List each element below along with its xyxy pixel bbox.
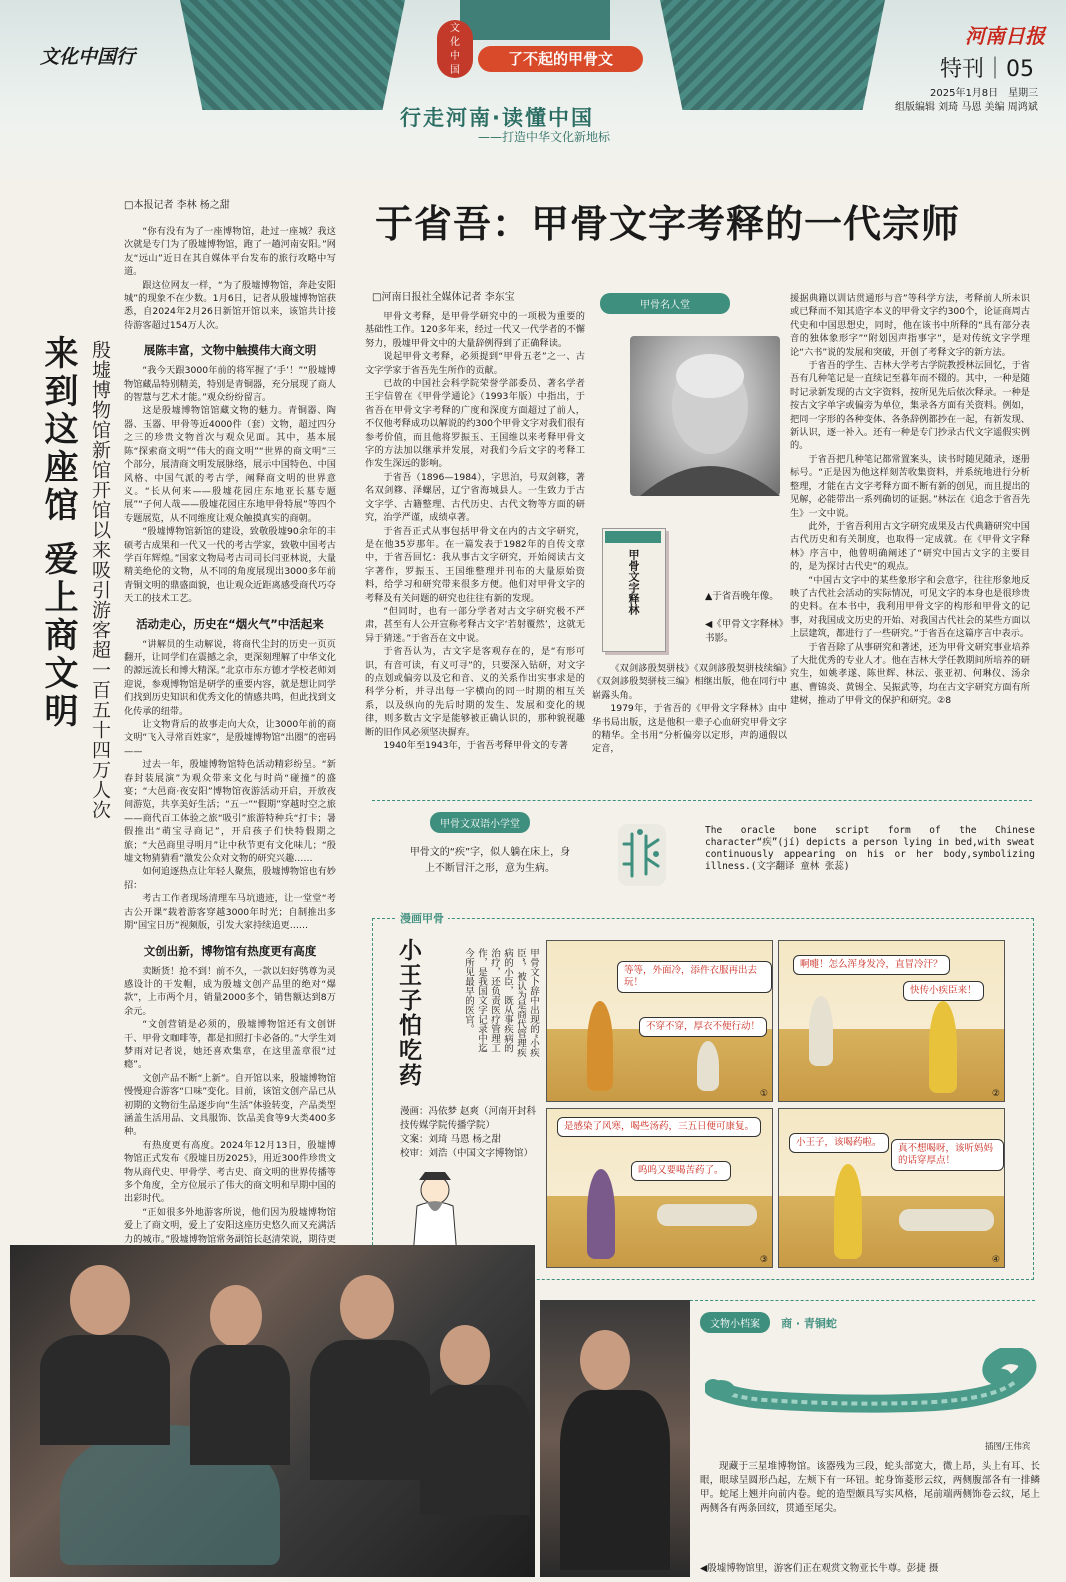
tag-label: 甲骨名人堂 [600, 293, 730, 314]
paragraph: “讲解员的生动解说，将商代尘封的历史一页页翻开，让同学们在震撼之余，更深刻理解了中华文化的源远流长和博大精深。”北京市东方德才学校老师刘迎说，参观博物馆是研学的重要内容，就是想让同学们找到历史知识和优秀文化的情感共鸣，但此找到文化传承的纽带。 [124, 638, 336, 717]
photo-caption: ◀殷墟博物馆里，游客们正在观赏文物亚长牛尊。彭捷 摄 [700, 1563, 939, 1574]
relic-tag [700, 1312, 837, 1333]
comic-panel-4 [778, 1108, 1005, 1268]
prince-figure [809, 996, 833, 1066]
panel-number: ① [759, 1089, 768, 1099]
paragraph: 于省吾（1896—1984），字思泊，号双剑簃，著名双剑簃、泽螺居，辽宁省海城县人。一生致力于古文字学、古籍整理、古代历史、古代文物等方面的研究，治学严谨，成绩卓著。 [365, 471, 585, 524]
tag-label: 文物小档案 [700, 1312, 770, 1333]
section-heading: 文创出新，博物馆有热度更有高度 [143, 943, 317, 958]
section-heading: 展陈丰富，文物中触摸伟大商文明 [143, 343, 317, 358]
seal-logo: 文 化 中 国 [437, 20, 473, 78]
visitor-body [190, 1345, 290, 1465]
photo-caption-portrait: ▲于省吾晚年像。 [705, 591, 779, 602]
slogan-sub: ——打造中华文化新地标 [478, 130, 611, 144]
main-headline: 于省吾：甲骨文字考释的一代宗师 [375, 201, 961, 246]
paragraph: 于省吾正式从事包括甲骨文在内的古文字研究，是在他35岁那年。在一篇发表于1982年的自传文章中，于省吾回忆：我从事古文字研究，开始阅读古文字著作，罗振玉、王国维整理并刊布的大量原始资料，给学习和研究带来很多方便。他们对甲骨文字的考释及有关问题的研究也往往有新的发现。 [365, 525, 585, 604]
relic-description: 现藏于三星堆博物馆。该器残为三段，蛇头部宽大，微上昂，头上有耳、长眼，眼球呈圆形凸起，左颊下有一环钮。蛇身饰菱形云纹，两侧腹部各有一排鳞甲。蛇尾上翘并向前内卷。蛇的造型颇具写实风格，尾前端两侧饰卷云纹，尾上两侧各有两条回纹，贯通至尾尖。 [700, 1461, 1040, 1514]
paragraph: 这是殷墟博物馆馆藏文物的魅力。青铜器、陶器、玉器、甲骨等近4000件（套）文物，超过四分之三的珍贵文物首次与观众见面。其中，基本展陈“探索商文明”“伟大的商文明”“世界的商文明”三个部分，展清商文明发展脉络，展示中国特色、中国风格、中国气派的考古学，阐释商文明的世界意义。“长从何来——殷墟花园庄东地亚长墓专题展”“子何人哉——殷墟花园庄东地甲骨特展”等四个专题展览，从不同维度让观众触摸真实的商朝。 [124, 405, 336, 524]
paragraph: 于省吾认为，古文字是客观存在的，是“有形可识，有音可读，有义可寻”的，只要深入钻研，对文字的点划或偏旁以及它和音、义的关系作出实事求是的科学分析，并寻出每一字横向的同一时期的相互关系，以及纵向的先后时期的发生、发展和变化的规律，则多数古文字是能够被正确认识的，那种貌视趣断的旧作风必须坚决摒弃。 [365, 646, 585, 738]
visitor-body [420, 1385, 530, 1515]
main-article-col2 [592, 662, 787, 756]
queen-figure [587, 1001, 613, 1091]
left-article-title: 来到这座馆 爱上商文明 [38, 335, 78, 731]
paragraph: “文创营销是必须的，殷墟博物馆还有文创饼干、甲骨文咖啡等，都是扣照打卡必备的。”大学生刘梦雨对记者说，她还喜欢集章，在这里盖章很“过瘾”。 [124, 1019, 336, 1071]
speech-bubble: 真不想喝呀，该听妈妈的话穿厚点！ [891, 1139, 1004, 1171]
paragraph: 如何追逐热点让年轻人聚焦，殷墟博物馆也有妙招： [124, 866, 336, 891]
oracle-bone-ji-icon [612, 818, 672, 890]
page-label: 特刊｜05 [940, 57, 1034, 82]
credit-line: 校审：刘浩（中国文字博物馆） [400, 1148, 534, 1159]
physician-figure [587, 1169, 615, 1259]
paragraph: 过去一年，殷墟博物馆特色活动精彩纷呈。“新春封装展演”为观众带来文化与时尚“碰撞”的盛宴；“大邑商·夜安阳”博物馆夜游活动开启，开放夜间游览，共享美好生活；“五一”“假期”穿越时空之旅——商代百工体验之旅“吸引”旅游特种兵“打卡；暑假推出“萌宝寻商记”，开启孩子们快特假期之旅；“大邑商里寻明月”让中秋节更有文化味儿；“殷墟文物猜猜看”激发公众对文物的研究兴趣…… [124, 759, 336, 865]
speech-bubble: 呜呜又要喝苦药了。 [631, 1161, 731, 1181]
paragraph: 援据典籍以训诂贯通形与音”等科学方法，考释前人所未识或已释而不知其造字本义的甲骨文字约300个，论证商周古代史和中国思想史，同时，他在该书中所释的“具有部分表音的独体象形字”“附划因声指事字”，是对传统文字学理论“六书”说的发展和突破，开创了考释文字的新方法。 [790, 293, 1030, 358]
paragraph: 此外，于省吾利用古文字研究成果及古代典籍研究中国古代历史和有关制度，也取得一定成就。在《甲骨文字释林》序言中，他曾明确阐述了“研究中国古文字的主要目的，是为探讨古代史”的观点。 [790, 520, 1030, 573]
comic-title: 小王子怕吃药 [395, 938, 422, 1088]
speech-bubble: 小王子，该喝药啦。 [789, 1133, 889, 1153]
main-byline: □河南日报社全媒体记者 李东宝 [372, 292, 515, 303]
photo-caption-book: ◀《甲骨文字释林》书影。 [705, 619, 784, 644]
paragraph: 《双剑誃殷契骈枝》《双剑誃殷契骈枝续编》《双剑誃殷契骈枝三编》相继出版，他在同行中崭露头角。 [592, 663, 787, 701]
queen-figure [929, 1001, 957, 1093]
speech-bubble: 是感染了风寒，喝些汤药，三五日便可康复。 [557, 1117, 761, 1137]
paragraph: 于省吾的学生、吉林大学考古学院教授林沄回忆，于省吾有几种笔记是一直续记至暮年而不辍的。其中，一种是随时记录新发现的古文字资料，按所见先后依次释录。一种是按古文字单字或偏旁为单位，集录各方面有关资料。例如，把同一字形的各种变体、各条辞例都抄在一起，有新发现、新认识，逐一补入。还有一种是专门抄录古代文字遥假实例的。 [790, 360, 1030, 452]
comic-intro: 甲骨文卜辞中出现的“小疾臣”，被认为是商代管理疾病的小臣，既从事疾病的治疗，还负责医疗管理工作，是我国文字记录中迄今所见最早的医官。 [463, 948, 539, 1058]
visitor-head [440, 1325, 490, 1385]
prince-figure [697, 1041, 719, 1091]
paragraph: 1940年至1943年，于省吾考释甲骨文的专著 [383, 740, 568, 750]
prince-in-bed [899, 1209, 994, 1231]
bilingual-chinese-text: 甲骨文的“疾”字，似人躺在床上，身上不断冒汗之形，意为生病。 [409, 847, 571, 874]
credit-line: 文案：刘琦 马恩 杨之甜 [400, 1134, 502, 1145]
paragraph: “我今天跟3000年前的将军握了‘手’！”“殷墟博物馆藏品特别精美，特别是青铜器，充分展现了商人的智慧与艺术才能。”观众纷纷留言。 [124, 365, 336, 404]
speech-bubble: 快传小疾臣来！ [903, 981, 984, 1001]
relic-title: 商 · 青铜蛇 [781, 1317, 837, 1330]
paragraph: 卖断货！抢不到！前不久，一款以妇好鸮尊为灵感设计的干发帽，成为殷墟文创产品里的绝对“爆款”，上市两个月，销量2000多个，销售额达到8万余元。 [124, 965, 336, 1017]
speech-bubble: 不穿不穿，厚衣不便行动！ [639, 1017, 767, 1037]
speech-bubble: 等等，外面冷，添件衣服再出去玩！ [617, 961, 772, 993]
panel-number: ③ [759, 1255, 768, 1265]
editors-line: 组版编辑 刘琦 马恩 美编 周鸿斌 [895, 102, 1038, 113]
date-line: 2025年1月8日 星期三 [930, 88, 1039, 99]
visitor-head [210, 1285, 262, 1347]
paragraph: 说起甲骨文考释，必须提到“甲骨五老”之一、古文字学家于省吾先生所作的贡献。 [365, 351, 585, 376]
relic-divider [690, 1300, 1035, 1301]
credit-line: 漫画：冯依梦 赵爽（河南开封科技传媒学院传播学院） [400, 1106, 537, 1131]
portrait-photo [630, 336, 780, 496]
prince-in-bed [657, 1204, 757, 1226]
visitor-body [310, 1340, 430, 1480]
paragraph: “你有没有为了一座博物馆，赴过一座城？我这次就是专门为了殷墟博物馆，跑了一趟河南安阳。”网友“远山”近日在其自媒体平台发布的旅行攻略中写道。 [124, 226, 336, 278]
paragraph: 让文物背后的故事走向大众，让3000年前的商文明“飞入寻常百姓家”，是殷墟博物馆“出圈”的密码—— [124, 719, 336, 757]
slogan: 行走河南·读懂中国 [400, 106, 594, 130]
visitor-head [70, 1265, 130, 1335]
bilingual-english-text: The oracle bone script form of the Chinese character“疾”(jí) depicts a person lying in bed,with sweat continuously appearing on his or her body,symbolizing illness.(文字翻译 童林 张蕊) [705, 825, 1035, 872]
paragraph: 跟这位网友一样，“为了殷墟博物馆，奔赴安阳城”的现象不在少数。1月6日，记者从殷墟博物馆获悉，自2024年2月26日新馆开馆以来，该馆共计接待游客超过154万人次。 [124, 279, 336, 331]
paragraph: “正如很多外地游客所说，他们因为殷墟博物馆爱上了商文明，爱上了安阳这座历史悠久而又充满活力的城市。”殷墟博物馆常务副馆长赵清荣说，期待更 [124, 1206, 336, 1245]
banner-title: 了不起的甲骨文 [478, 46, 643, 72]
paragraph: 文创产品不断“上新”。自开馆以来，殷墟博物馆慢慢迎合游客“口味”变化。目前，该馆文创产品已从初期的文物衍生品逐步向“生活”体验转变，产品类型涵盖生活用品、文具服饰、饮品美食等9大类400多种。 [124, 1072, 336, 1138]
illustrator-credit: 插图/王伟宾 [985, 1442, 1031, 1452]
bronze-decoration-middle [460, 0, 610, 40]
column-logo: 文化中国行 [40, 46, 136, 68]
paragraph: “中国古文字中的某些象形字和会意字，往往形象地反映了古代社会活动的实际情况，可见文字的本身也是很珍贵的史料。在本书中，我利用甲骨文字的构形和甲骨文的记事，对我国成文历史的开始、对我国古代社会的某些方面以上层建筑，都进行了一些研究。”于省吾在这篇序言中表示。 [790, 574, 1030, 640]
left-byline: □本报记者 李林 杨之甜 [124, 200, 230, 211]
left-article-subtitle: 殷墟博物馆新馆开馆以来吸引游客超一百五十四万人次 [89, 340, 111, 820]
newspaper-name: 河南日报 [965, 24, 1045, 48]
visitor-body [560, 1390, 670, 1570]
comic-credits [400, 1105, 540, 1161]
famous-hall-tag [600, 293, 730, 314]
paragraph: “殷墟博物馆新馆的建设，致敬殷墟90余年的丰硕考古成果和一代又一代的考古学家，致敬中国考古学百年辉煌。”国家文物局考古司司长闫亚林说，大量精美绝伦的文物，从不同的角度展现出3000多年前青铜文明的鼎盛面貌，也让观众近距离感受商代巧夺天工的技术工艺。 [124, 526, 336, 605]
main-article-col1 [365, 310, 585, 750]
paragraph: 甲骨文考释，是甲骨学研究中的一项极为重要的基础性工作。120多年来，经过一代又一代学者的不懈努力，殷墟甲骨文中的大量辞例得到了正确释读。 [365, 311, 585, 349]
panel-number: ② [991, 1089, 1000, 1099]
section-heading: 活动走心，历史在“烟火气”中活起来 [136, 616, 324, 631]
tag-label: 甲骨文双语小学堂 [430, 812, 530, 833]
panel-number: ④ [991, 1255, 1000, 1265]
paragraph: 已故的中国社会科学院荣誉学部委员、著名学者王宇信曾在《甲骨学通论》（1993年版）中指出，于省吾在甲骨文字考释的广度和深度方面超过了前人，不仅他考释成功以解说的约300个甲骨文字对我们很有参考价值，而且他将罗振玉、王国维以来考释甲骨文字的方法加以继承并发展，对我们今后文字的考释工作发生深远的影响。 [365, 378, 585, 470]
visitor-body [40, 1335, 170, 1445]
bilingual-tag [430, 812, 530, 833]
paragraph: 于省吾除了从事研究和著述，还为甲骨文研究事业培养了大批优秀的专业人才。他在吉林大学任教期间所培养的研究生，如姚孝遂、陈世辉、林沄、张亚初、何琳仪、汤余惠、曹锦炎、黄锡全、吴振武等，均在古文字研究方面有所建树，推动了甲骨文的保护和研究。②8 [790, 641, 1030, 707]
visitor-head [580, 1330, 630, 1390]
comic-tag: 漫画甲骨 [396, 910, 448, 926]
bronze-snake-illustration [705, 1348, 1045, 1448]
speech-bubble: 啊嚏！怎么浑身发冷，直冒冷汗？ [793, 955, 950, 975]
book-band [605, 531, 661, 543]
paragraph: 于省吾把几种笔记都常置案头，读书时随见随录，逐册标号。“正是因为他这样刻苦收集资料，并系统地进行分析整理，才能在古文字考释方面不断有新的创见，而且提出的见解，必能带出一系列确切的证据。”林沄在《追念于省吾先生》一文中说。 [790, 453, 1030, 519]
portrait-figure [630, 336, 780, 496]
main-article-col3 [790, 292, 1030, 708]
photo-right-part [540, 1300, 690, 1577]
visitor-head [340, 1275, 394, 1339]
book-cover [602, 528, 666, 652]
book-title: 甲骨文字释林 [627, 549, 640, 615]
comic-panel-3 [546, 1108, 773, 1268]
museum-visitors-photo [10, 1245, 535, 1577]
paragraph: 考古工作者现场清理车马坑遗迹，让一堂堂“考古公开课”载着游客穿越3000年时光；自制推出多期“国宝日历”视频版，引发大家持续追更…… [124, 893, 336, 932]
left-article-body [124, 196, 336, 1273]
bronze-decoration-left [180, 0, 405, 110]
comic-panel-2 [778, 940, 1005, 1102]
paragraph: 1979年，于省吾的《甲骨文字释林》由中华书局出版，这是他积一辈子心血研究甲骨文字的精华。全书用“分析偏旁以定形，声韵通假以定音， [592, 703, 787, 755]
bronze-decoration-right [660, 0, 885, 110]
queen-figure [834, 1164, 862, 1259]
paragraph: “但同时，也有一部分学者对古文字研究极不严肃，甚至有人公开宣称考释古文字‘若射覆然’，这就无异于猜迷。”于省吾在文中说。 [365, 605, 585, 644]
comic-panel-1 [546, 940, 773, 1102]
paragraph: 有热度更有高度。2024年12月13日，殷墟博物馆正式发布《殷墟日历2025》，用近300件珍贵文物从商代史、甲骨学、考古史、商文明的世界传播等多个角度，全方位展示了伟大的商文明和早期中国的出彩时代。 [124, 1139, 336, 1205]
